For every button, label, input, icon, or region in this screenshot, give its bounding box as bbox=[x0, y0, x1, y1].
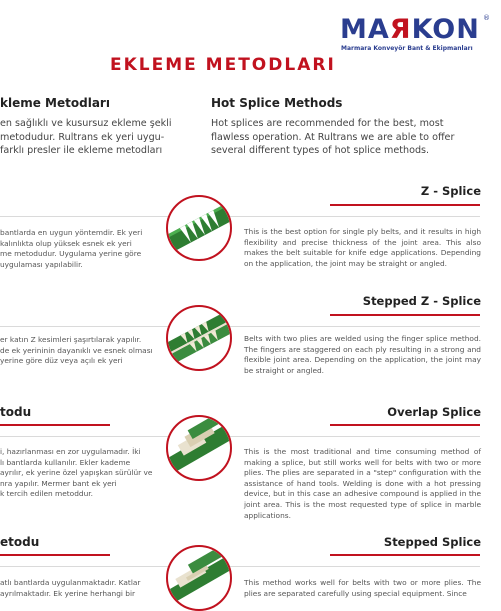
section-divider bbox=[0, 216, 480, 217]
section-divider bbox=[0, 326, 480, 327]
stepped-splice-tr-text: atlı bantlarda uygulanmaktadır. Katlar ayrılmaktadır. Ek yerine herhangi bir bbox=[0, 578, 141, 598]
en-section-title: Hot Splice Methods bbox=[211, 96, 343, 110]
page-title: EKLEME METODLARI bbox=[110, 55, 336, 75]
title-underline bbox=[330, 204, 480, 206]
section-divider bbox=[0, 566, 480, 567]
tr-method-title-overlap: todu bbox=[0, 405, 32, 419]
company-logo bbox=[340, 14, 490, 56]
overlap-splice-illustration bbox=[166, 415, 232, 481]
tr-method-title-stepped: etodu bbox=[0, 535, 40, 549]
overlap-splice-en-text: This is the most traditional and time consuming method of making a splice, but still works well for belts with two or more plies. The plies are separated in a "step" configuration with the assistance of hand tools. Welding is done with a hot pressing device, but in this case an adhesive compound is applied in the joint area. This is the most requested type of splice in marble applications. bbox=[244, 447, 481, 520]
logo-wordmark: MAЯKON bbox=[340, 14, 480, 45]
stepped-splice-en-text: This method works well for belts with two or more plies. The plies are separated carefully using special equipment. Since bbox=[244, 578, 481, 598]
registered-mark: ® bbox=[483, 14, 490, 22]
title-underline bbox=[0, 554, 110, 556]
method-title-overlap-splice: Overlap Splice bbox=[387, 405, 481, 419]
z-splice-tr-text: bantlarda en uygun yöntemdir. Ek yeri kalınlıkta olup yüksek esnek ek yeri me metodudur. Uygulama yerine göre uygulaması yapılabilir. bbox=[0, 228, 143, 269]
overlap-splice-tr-text: i, hazırlanması en zor uygulamadır. İki lı bantlarda kullanılır. Ekler kademe ayrılır, ek yerine özel yapışkan sürülür ve nra yapılır. Mermer bant ek yeri k tercih edilen metoddur. bbox=[0, 447, 153, 499]
tr-section-text: en sağlıklı ve kusursuz ekleme şekli metodudur. Rultrans ek yeri uygu- farklı presler ile ekleme metodları bbox=[0, 118, 172, 156]
title-underline bbox=[330, 314, 480, 316]
section-divider bbox=[0, 436, 480, 437]
title-underline bbox=[330, 554, 480, 556]
title-underline bbox=[330, 424, 480, 426]
stepped-z-splice-illustration bbox=[166, 305, 232, 371]
z-splice-illustration bbox=[166, 195, 232, 261]
stepped-z-splice-en-text: Belts with two plies are welded using the finger splice method. The fingers are staggered on each ply resulting in a strong and flexible joint area. Depending on the application, the joint may be straight or angled. bbox=[244, 334, 481, 375]
method-title-z-splice: Z - Splice bbox=[420, 184, 481, 198]
stepped-z-splice-tr-text: er katın Z kesimleri şaşırtılarak yapılır. de ek yerininin dayanıklı ve esnek olması yerine göre düz veya açılı ek yeri bbox=[0, 335, 153, 366]
title-underline bbox=[0, 424, 110, 426]
tr-section-title: kleme Metodları bbox=[0, 96, 110, 110]
logo-tagline: Marmara Konveyör Bant & Ekipmanları bbox=[341, 45, 473, 52]
method-title-stepped-splice: Stepped Splice bbox=[383, 535, 481, 549]
method-title-stepped-z-splice: Stepped Z - Splice bbox=[362, 294, 481, 308]
z-splice-en-text: This is the best option for single ply belts, and it results in high flexibility and precise thickness of the joint area. This also makes the belt suitable for knife edge applications. Depending on the application, the joint may be straight or angled. bbox=[244, 227, 481, 268]
en-section-text: Hot splices are recommended for the best, most flawless operation. At Rultrans we are able to offer several different types of hot splice methods. bbox=[211, 118, 455, 156]
stepped-splice-illustration bbox=[166, 545, 232, 611]
